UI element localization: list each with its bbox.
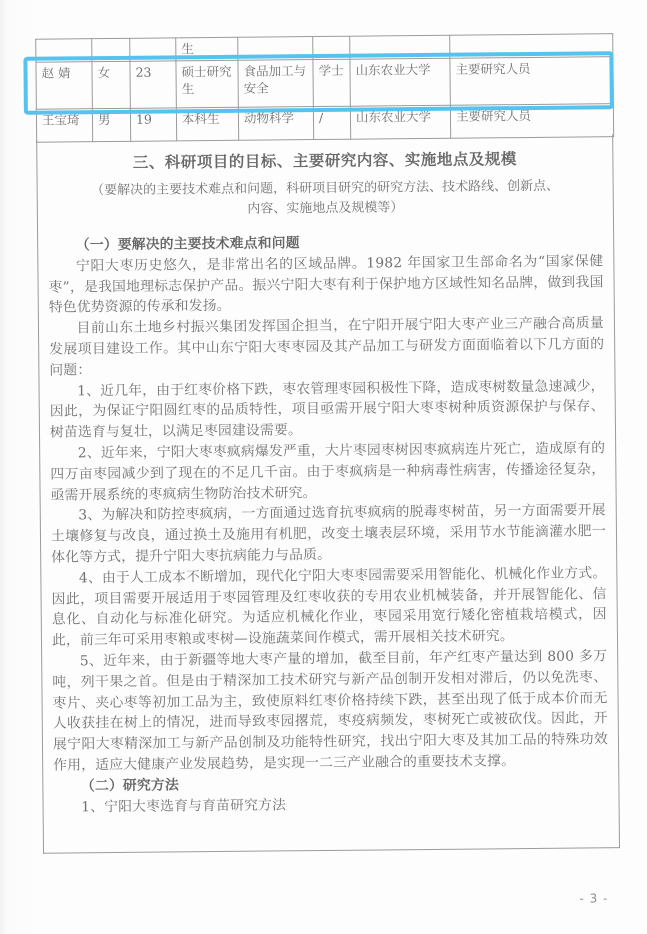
table-cell: 女 <box>92 61 130 108</box>
table-cell: 学士 <box>313 59 350 106</box>
table-cell: 生 <box>176 37 238 61</box>
researchers-table-body <box>36 34 614 143</box>
researchers-table <box>35 33 614 143</box>
body-paragraph: 5、近年来，由于新疆等地大枣产量的增加，截至目前，年产红枣产量达到 800 多万吨，列干果之首。但是由于精深加工技术研究与新产品创制开发相对滞后，仍以免洗枣、枣片、夹心枣等初加工品为主，致使原料红枣价格持续下跌，甚至出现了低于成本价而无人收获挂在树上的情况，进而导致枣园撂荒，枣疫病频发，枣树死亡或被砍伐。因此，开展宁阳大枣精深加工与新产品创制及功能特性研究，找出宁阳大枣及其加工品的特殊功效作用，适应大健康产业发展趋势，是实现一二三产业融合的重要技术支撑。 <box>52 648 609 774</box>
table-cell <box>92 38 130 61</box>
table-cell: 本科生 <box>176 107 238 141</box>
body-paragraph: 4、由于人工成本不断增加，现代化宁阳大枣枣园需要采用智能化、机械化作业方式。因此，项目需要开展适用于枣园管理及红枣收获的专用农业机械装备，并开展智能化、信息化、自动化与标准化研究。为适应机械化作业，枣园采用宽行矮化密植栽培模式，因此，前三年可采用枣粮或枣树—设施蔬菜间作模式，需开展相关技术研究。 <box>51 565 607 649</box>
body-paragraph: 1、宁阳大枣选育与育苗研究方法 <box>81 796 287 815</box>
subsection-heading: （一）要解决的主要技术难点和问题 <box>75 235 300 254</box>
body-paragraph: 目前山东土地乡村振兴集团发挥国企担当，在宁阳开展宁阳大枣产业三产融合高质量发展项目建设工作。其中山东宁阳大枣枣园及其产品加工与研发方面面临着以下几方面的问题： <box>49 315 605 379</box>
table-cell <box>450 34 613 59</box>
body-paragraph: 1、近几年，由于红枣价格下跌，枣农管理枣园积极性下降，造成枣树数量急速减少，因此，为保证宁阳圆红枣的品质特性，项目亟需开展宁阳大枣枣树种质资源保护与保存、树苗选育与复壮，以满足枣园建设需要。 <box>49 377 605 441</box>
table-cell <box>238 37 313 61</box>
table-cell: 山东农业大学 <box>350 105 450 139</box>
table-cell: 动物科学 <box>238 107 313 141</box>
table-cell: 山东农业大学 <box>350 58 450 106</box>
section-body <box>46 230 611 818</box>
table-cell <box>313 36 350 59</box>
table-cell: 23 <box>130 61 176 108</box>
table-cell <box>130 38 176 61</box>
subsection-heading: （二）研究方法 <box>80 777 180 795</box>
section-note <box>50 176 601 221</box>
table-cell: 食品加工与安全 <box>238 60 313 108</box>
table-cell <box>36 39 92 63</box>
table-cell: 19 <box>130 108 176 141</box>
table-cell: / <box>313 106 350 139</box>
body-paragraph: 2、近年来，宁阳大枣枣疯病爆发严重，大片枣园枣树因枣疯病连片死亡，造成原有的四万亩枣园减少到了现在的不足几千亩。由于枣疯病是一种病毒性病害，传播途径复杂，亟需开展系统的枣疯病生物防治技术研究。 <box>50 440 606 504</box>
table-cell: 赵 婧 <box>36 62 92 110</box>
section-note-line2: 内容、实施地点及规模等） <box>247 200 404 217</box>
table-cell: 男 <box>92 108 130 141</box>
section-title: 三、科研项目的目标、主要研究内容、实施地点及规模 <box>132 150 517 172</box>
body-paragraph: 宁阳大枣历史悠久，是非常出名的区域品牌。1982 年国家卫生部命名为“国家保健枣”，是我国地理标志保护产品。振兴宁阳大枣有利于保护地方区域性知名品牌，做到我国特色优势资源的传承和发扬。 <box>48 253 604 317</box>
page-number: - 3 - <box>579 891 609 906</box>
table-cell: 硕士研究生 <box>176 60 238 108</box>
table-cell: 主要研究人员 <box>450 57 613 106</box>
table-row-highlighted <box>36 57 613 110</box>
table-cell: 王宝琦 <box>36 109 92 143</box>
section-cell <box>36 134 620 854</box>
table-cell <box>350 35 450 59</box>
table-cell: 主要研究人员 <box>450 104 613 139</box>
section-note-line1: （要解决的主要技术难点和问题，科研项目研究的研究方法、技术路线、创新点、 <box>91 178 560 199</box>
body-paragraph: 3、为解决和防控枣疯病，一方面通过选育抗枣疯病的脱毒枣树苗，另一方面需要开展土壤修复与改良，通过换土及施用有机肥，改变土壤表层环境，采用节水节能滴灌水肥一体化等方式，提升宁阳大枣抗病能力与品质。 <box>50 502 607 566</box>
